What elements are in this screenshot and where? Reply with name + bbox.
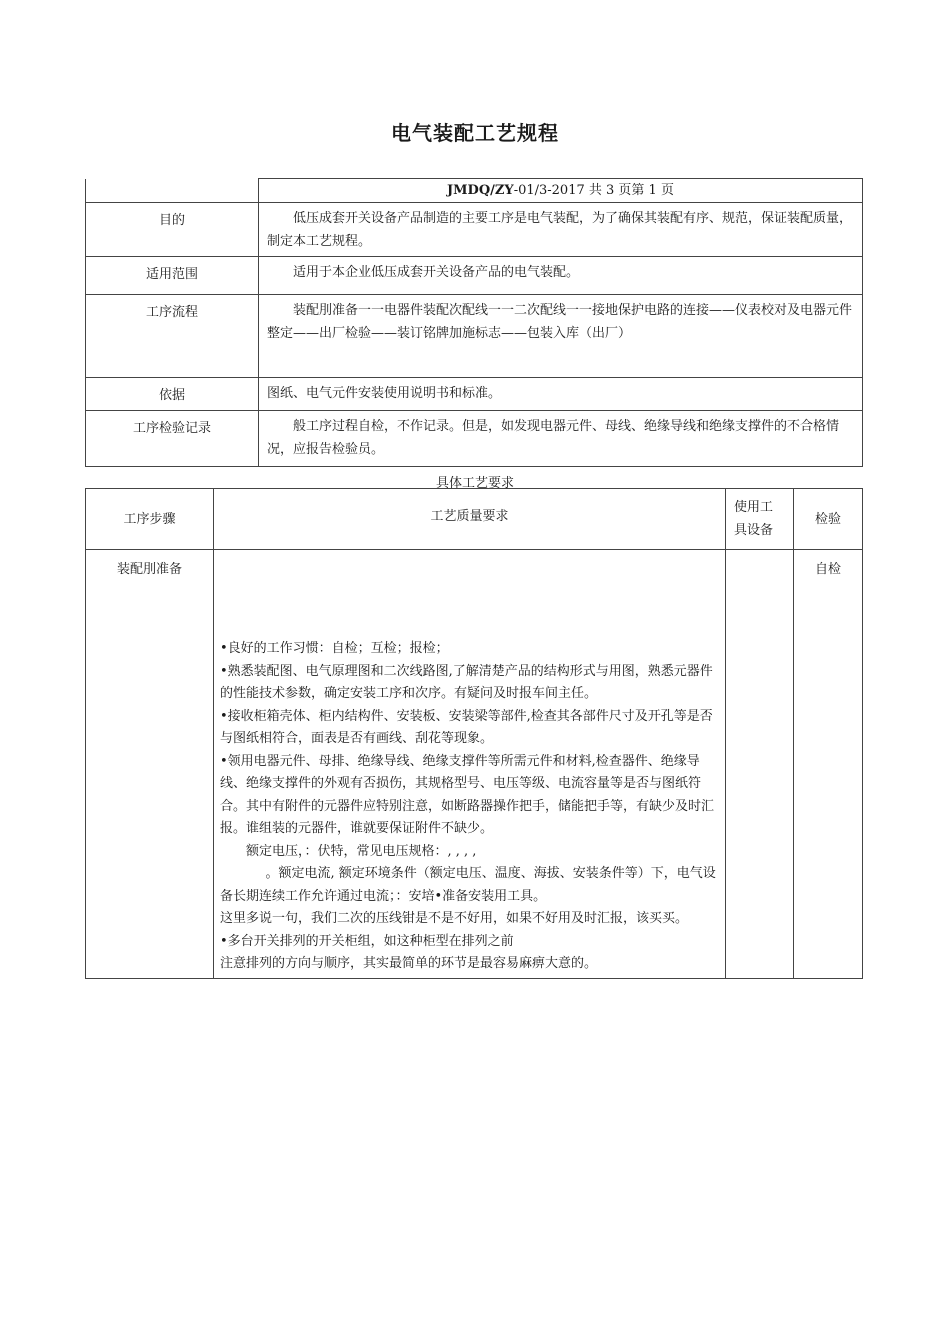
req-line: •领用电器元件、母排、绝缘导线、绝缘支撑件等所需元件和材料,检查器件、绝缘导线、绝缘支撑件的外观有否损伤，其规格型号、电压等级、电流容量等是否与图纸符合。其中有附件的元器件应特别注意，如断路器操作把手，储能把手等，有缺少及时汇报。谁组装的元器件，谁就要保证附件不缺少。 [220,753,715,836]
req-line: •多台开关排列的开关柜组，如这种柜型在排列之前 [220,933,514,949]
info-row-purpose [86,203,863,257]
info-label: 工序检验记录 [86,411,259,467]
header-requirement: 工艺质量要求 [214,489,726,550]
req-line: •接收柜箱壳体、柜内结构件、安装板、安装梁等部件,检查其各部件尺寸及开孔等是否与图纸相符合，面表是否有画线、刮花等现象。 [220,708,713,746]
req-line: •熟悉装配图、电气原理图和二次线路图,了解清楚产品的结构形式与用图，熟悉元器件的性能技术参数，确定安装工序和次序。有疑问及时报车间主任。 [220,663,713,701]
info-row-inspection [86,411,863,467]
header-tools: 使用工具设备 [726,489,794,550]
info-row-basis [86,378,863,411]
req-line: •良好的工作习惯：自检；互检；报检； [220,641,449,656]
header-check: 检验 [794,489,863,550]
info-text: 般工序过程自检，不作记录。但是，如发现电器元件、母线、绝缘导线和绝缘支撑件的不合格情况，应报告检验员。 [259,411,863,467]
req-line: 注意排列的方向与顺序，其实最简单的环节是最容易麻痹大意的。 [220,956,598,971]
info-row-scope [86,257,863,295]
section-subtitle: 具体工艺要求 [435,476,514,491]
doc-page-info: -01/3-2017 共 3 页第 1 页 [513,183,674,198]
info-label: 工序流程 [86,295,259,378]
document-title: 电气装配工艺规程 [391,121,559,145]
header-step: 工序步骤 [86,489,214,550]
check-cell: 自检 [794,550,863,979]
info-label: 依据 [86,378,259,411]
info-text: 低压成套开关设备产品制造的主要工序是电气装配，为了确保其装配有序、规范，保证装配质量，制定本工艺规程。 [259,203,863,257]
req-line: 这里多说一句，我们二次的压线钳是不是不好用，如果不好用及时汇报，该买买。 [220,911,689,926]
process-row [86,550,863,979]
doc-number-row [86,179,863,203]
step-cell: 装配刖准备 [86,550,214,979]
req-line: 额定电压，：伏特，常见电压规格：, , , , [246,843,477,859]
process-header-row [86,489,863,550]
req-line: 。额定电流, 额定环境条件（额定电压、温度、海拔、安装条件等）下，电气设备长期连续工作允许通过电流；：安培•准备安装用工具。 [220,866,716,904]
info-row-process [86,295,863,378]
info-label: 目的 [86,203,259,257]
doc-code: JMDQ/ZY [447,183,514,198]
info-text: 适用于本企业低压成套开关设备产品的电气装配。 [259,257,863,295]
doc-number [259,179,863,203]
info-table [85,178,863,467]
info-label: 适用范围 [86,257,259,295]
process-table [85,488,863,979]
info-text: 图纸、电气元件安装使用说明书和标准。 [259,378,863,411]
requirement-cell [214,550,726,979]
info-text: 装配刖准备一一电器件装配次配线一一二次配线一一接地保护电路的连接——仪表校对及电器元件整定——出厂检验——装订铭牌加施标志——包装入库（出厂） [259,295,863,378]
tools-cell [726,550,794,979]
